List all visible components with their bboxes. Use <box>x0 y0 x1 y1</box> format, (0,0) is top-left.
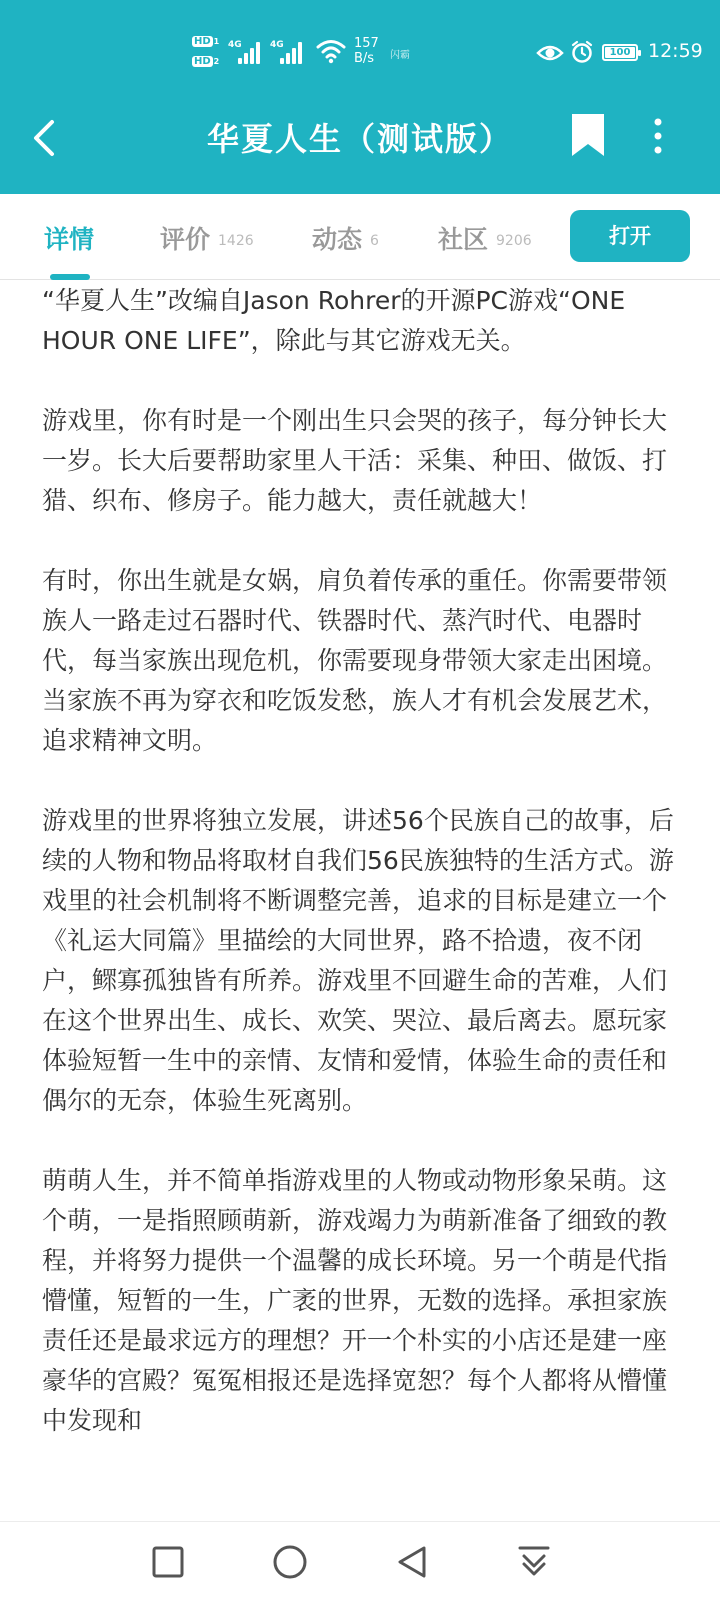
back-button[interactable] <box>22 116 66 160</box>
tab-updates[interactable]: 动态 6 <box>312 225 379 254</box>
open-button[interactable]: 打开 <box>570 210 690 262</box>
tab-community[interactable]: 社区 9206 <box>438 225 532 254</box>
system-nav-bar <box>0 1521 720 1600</box>
tab-community-count: 9206 <box>496 233 532 249</box>
back-icon[interactable] <box>390 1540 434 1584</box>
battery-icon: 100 <box>602 44 638 61</box>
description-paragraph: 游戏里的世界将独立发展，讲述56个民族自己的故事，后续的人物和物品将取材自我们56民族独特的生活方式。游戏里的社会机制将不断调整完善，追求的目标是建立一个《礼运大同篇》里描绘的大同世界，路不拾遗，夜不闭户，鳏寡孤独皆有所养。游戏里不回避生命的苦难，人们在这个世界出生、成长、欢笑、哭泣、最后离去。愿玩家体验短暂一生中的亲情、友情和爱情，体验生命的责任和偶尔的无奈，体验生死离别。 <box>42 806 674 1115</box>
status-time: 12:59 <box>648 40 703 62</box>
description-paragraph: “华夏人生”改编自Jason Rohrer的开源PC游戏“ONE HOUR ONE LIFE”，除此与其它游戏无关。 <box>42 286 626 355</box>
bookmark-button[interactable] <box>568 112 608 158</box>
sim-indicators <box>192 34 226 74</box>
game-description <box>42 281 682 1481</box>
net-label: 闪霸 <box>390 50 410 61</box>
title-bar <box>0 100 720 194</box>
description-paragraph: 游戏里，你有时是一个刚出生只会哭的孩子，每分钟长大一岁。长大后要帮助家里人干活：采集、种田、做饭、打猎、织布、修房子。能力越大，责任就越大！ <box>42 406 668 515</box>
eye-comfort-icon <box>536 42 564 64</box>
sim2-hd-badge: HD 2 <box>194 56 220 67</box>
active-tab-indicator <box>50 274 90 280</box>
home-icon[interactable] <box>268 1540 312 1584</box>
description-paragraph: 有时，你出生就是女娲，肩负着传承的重任。你需要带领族人一路走过石器时代、铁器时代、蒸汽时代、电器时代，每当家族出现危机，你需要现身带领大家走出困境。当家族不再为穿衣和吃饭发愁，族人才有机会发展艺术，追求精神文明。 <box>42 566 668 755</box>
tab-details[interactable]: 详情 <box>44 225 95 254</box>
tab-reviews-count: 1426 <box>218 233 254 249</box>
tab-reviews[interactable]: 评价 1426 <box>160 225 254 254</box>
tab-bar <box>0 194 720 280</box>
net-speed: 157 B/s <box>354 36 379 66</box>
description-paragraph: 萌萌人生，并不简单指游戏里的人物或动物形象呆萌。这个萌，一是指照顾萌新，游戏竭力为萌新准备了细致的教程，并将努力提供一个温馨的成长环境。另一个萌是代指懵懂，短暂的一生，广袤的世界，无数的选择。承担家族责任还是最求远方的理想？开一个朴实的小店还是建一座豪华的宫殿？冤冤相报还是选择宽恕？每个人都将从懵懂中发现和 <box>42 1166 668 1435</box>
sim1-hd-badge: HD 1 <box>194 36 220 47</box>
tab-updates-count: 6 <box>370 233 379 249</box>
wifi-icon <box>316 38 346 64</box>
more-options-button[interactable] <box>646 114 670 158</box>
alarm-icon <box>570 40 594 64</box>
app-header <box>0 0 720 194</box>
page-title: 华夏人生（测试版） <box>206 120 513 158</box>
recent-apps-icon[interactable] <box>146 1540 190 1584</box>
detail-content[interactable] <box>0 281 720 1521</box>
status-bar: HD 1 HD 2 4G 4G 157 B/s 闪霸 100 12:59 <box>0 0 720 100</box>
notification-pull-icon[interactable] <box>512 1540 556 1584</box>
